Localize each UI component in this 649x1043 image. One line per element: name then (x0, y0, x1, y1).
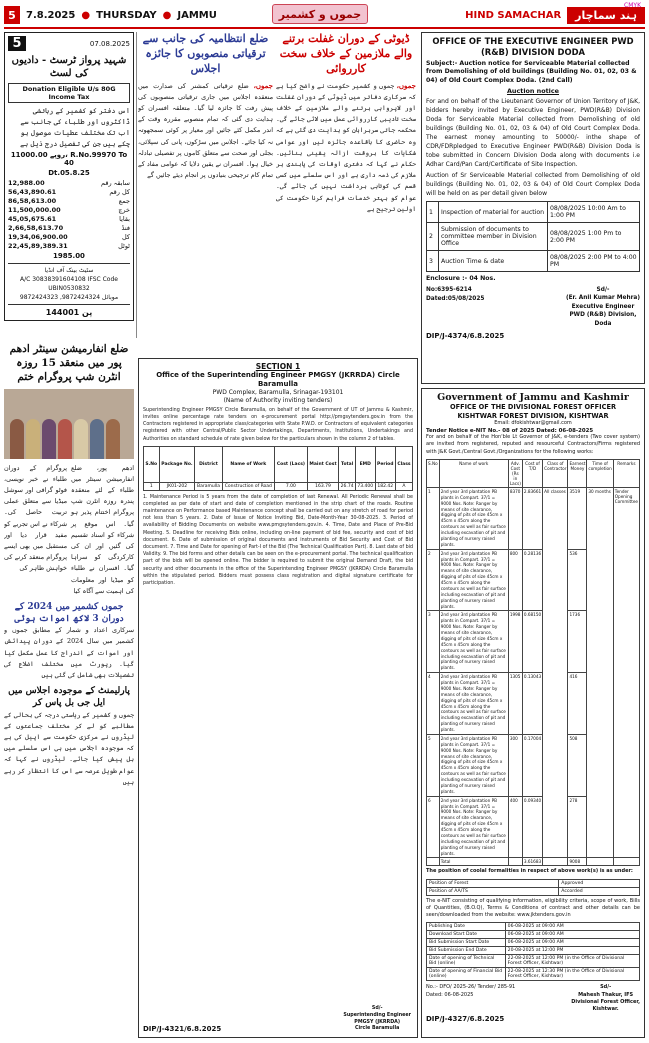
auction-dip-number: DIP/J-4374/6.8.2025 (426, 332, 505, 341)
table-row: Publishing Date 06-08-2025 at 09:00 AM (427, 923, 640, 931)
forest-dip-number: DIP/J-4327/6.8.2025 (426, 1015, 505, 1024)
issue-day: THURSDAY (96, 9, 157, 21)
forest-division: KISHTWAR FOREST DIVISION, KISHTWAR (457, 411, 609, 420)
figure-row: 19,34,06,900.00 کل (8, 233, 130, 242)
receipt-date: Dt.05.8.25 (48, 169, 90, 178)
tender-office: Office of the Superintending Engineer PMGSY (JKRRDA) Circle Baramulla (156, 371, 400, 389)
tender-table (143, 446, 413, 491)
forest-intro: For and on behalf of the Hon'ble Lt Governor of J&K, e-tenders (Two cover system) are invited from registered, reputed and resourceful Contractors/Firms registered with J&K Govt./Central Govt./Organizations for the following works: (426, 434, 640, 455)
separator-dot-icon: ● (162, 9, 172, 21)
masthead-logo: ہند سماچار (567, 7, 645, 24)
separator-dot-icon: ● (81, 9, 91, 21)
column-divider (136, 32, 137, 338)
table-row: 1 JK01-202 Baramulla Construction of Road 7.00 163.79 26.74 73.400 182.42 A (144, 482, 413, 490)
forest-office: OFFICE OF THE DIVISIONAL FOREST OFFICER (449, 403, 617, 411)
cmyk-mark: CMYK (624, 2, 641, 9)
story-1-body: جموں، جموں و کشمیر حکومت نے واضح کیا ہے کہ سرکاری دفاتر میں ڈیوٹی کے دوران غفلت اور لاپرواہی برتنے والے ملازمین کے خلاف سخت تادیبی کارروائی عمل میں لائی جائے گی۔ محکمہ جاتی سربراہان کو ہدایت دی گئی ہے کہ وہ حاضری کا باقاعدہ جائزہ لیں اور عوامی شکایات کا بروقت ازالہ یقینی بنائیں۔ حکام نے کہا کہ دفتری اوقات کی پابندی ہر ملازم کی ذمہ داری ہے اور اس سلسلے میں کسی قسم کی کوتاہی برداشت نہیں کی جائے گی۔ عوام کو بہتر خدمات فراہم کرنا حکومت کی اولین ترجیح ہے (276, 80, 416, 213)
donation-box (4, 32, 134, 321)
forest-signature-block (426, 984, 640, 1013)
table-header-row: S.No Package No. District Name of Work Cost (Lacs) Maint Cost Total EMD Period Class (144, 446, 413, 482)
bank-line: A/C 30838391604108 IFSC Code UBIN0530832 (20, 276, 118, 293)
table-row: 3 Auction Time & date 08/08/2025 2:00 PM to 4:00 PM (427, 251, 640, 272)
header-rule (4, 27, 645, 29)
receipt-line: 11000.00 روپے، R.No.99970 To 40 (10, 151, 128, 168)
bank-line: موبائل 9872424324, 9872424323 (19, 294, 119, 302)
page-number: 5 (4, 6, 20, 24)
internship-headline: ضلع انفارمیشن سینٹر ادھم پور میں منعقد 15 روزہ انٹرن شپ پروگرام ختم (9, 343, 129, 384)
tender-dip-number: DIP/J-4321/6.8.2025 (143, 1025, 222, 1033)
figure-row: 2,66,58,613.70 فنڈ (8, 224, 130, 233)
tax-deduction-note: Donation Eligible U/s 80G Income Tax (8, 83, 130, 103)
donation-title: شہید پرواز ٹرسٹ - دادیوں کی لسٹ (11, 55, 127, 79)
tender-subtitle: (Name of Authority inviting tenders) (223, 396, 333, 404)
forest-tender-no: Tender Notice e-NIT No.- 08 of 2025 Dated: 06-08-2025 (426, 428, 594, 435)
section-badge: جموں و کشمیر (272, 4, 368, 24)
donation-intro: اس دفتر کو کشمیر کے رہائشی ڈاکٹروں اور طلباء کی جانب سے اب تک مختلف عطیات موصول ہو چکے ہیں جن کی تفصیل درج ذیل ہے (20, 107, 130, 148)
table-row: 4 2nd year 3rd plantation PB plants in Compart. 37/1 = 9000 Nos. Note: Ranger by means of site clearance, digging of pits of size 45cm x 45cm x 45cm along the contours as well as fair surface including excavation of pit and planting of nursery raised plants. 1305 0.13043 416 (427, 673, 640, 735)
tender-intro: Superintending Engineer PMGSY Circle Baramulla, on behalf of the Government of UT of Jammu & Kashmir, invites online percentage rate tenders on e-procurement portal http://pmgsytenders.gov.in from the Contractors registered in appropriate class/categories with State P.W.D. or Contractors of equivalent categories registered with other Central/Public Sector Undertakings, Departments, Institutions, Undertakings and Authorities on standard schedule of rate given below for the particulars shown in the column 2 of tables. (143, 407, 413, 442)
table-row: 6 2nd year 3rd plantation PB plants in Compart. 37/1 = 9000 Nos. Note: Ranger by means of site clearance, digging of pits of size 45cm x 45cm x 45cm along the contours as well as fair surface including excavation of pit and planting of nursery raised plants. 400 0.09340 278 (427, 796, 640, 858)
year-figure: 1985.00 (53, 252, 85, 261)
bill-body: جموں و کشمیر کے ریاستی درجہ کی بحالی کے مطالبے کو لے کر مختلف جماعتوں کے لیڈروں نے مرکزی حکومت سے اپیل کی ہے کہ موجودہ اجلاس میں ہی اس سلسلے میں بل پیش کیا جائے۔ لیڈروں نے کہا کہ عوام طویل عرصہ سے اس کا انتظار کر رہے ہیں (4, 710, 134, 786)
table-row: Date of opening of Financial Bid (online) 22-08-2025 at 12:30 PM (in the Office of Divisional Forest Officer, Kishtwar) (427, 968, 640, 981)
donation-box-head (8, 36, 130, 51)
forest-body-2: The e-NIT consisting of qualifying information, eligibility criteria, scope of work, Bills of Quantities, (B.O.Q), Terms & Conditions of contract and other details can be seen/downloaded from the website: www.jktenders.gov.in (426, 897, 640, 919)
page-header (4, 4, 645, 26)
table-row: Position of Forest Approved (427, 879, 640, 887)
auction-subject: Subject:- Auction notice for Serviceable Material collected from Demolishing of old buildings (Building No. 01, 02, 03 & 04) of Old Court Complex Doda. (2nd Call) (426, 60, 637, 84)
auction-title: OFFICE OF THE EXECUTIVE ENGINEER PWD (R&B) DIVISION DODA (432, 36, 634, 57)
table-row: 5 2nd year 3rd plantation PB plants in Compart. 37/1 = 9000 Nos. Note: Ranger by means of site clearance, digging of pits of size 45cm x 45cm x 45cm along the contours as well as fair surface including excavation of pit and planting of nursery raised plants. 300 0.17004 508 (427, 734, 640, 796)
deaths-headline: جموں کشمیر میں 2024 کے دوران 3 لاکھ اموات ہوئی (14, 601, 124, 625)
story-1-headline: ڈیوٹی کے دوران غفلت برتنے والے ملازمین کے خلاف سخت کارروائی (279, 32, 413, 75)
table-row: Bid Submission Start Date 06-08-2025 at 09:00 AM (427, 939, 640, 947)
header-right (465, 4, 645, 26)
table-row: 3 2nd year 3rd plantation PB plants in Compart. 37/1 = 9000 Nos. Note: Ranger by means of site clearance, digging of pits of size 45cm x 45cm x 45cm along the contours as well as fair surface including excavation of pit and planting of nursery raised plants. 1998 0.68150 1736 (427, 611, 640, 673)
forest-tender-notice (421, 388, 645, 1038)
header-left (4, 4, 217, 26)
figure-row: 22,45,89,389.31 ٹوٹل (8, 242, 130, 251)
bank-line: سٹیٹ بینک آف انڈیا (44, 267, 94, 275)
forest-position-note: The position of coolal formalities in respect of above work(s) is as under: (426, 868, 633, 875)
donation-date: 07.08.2025 (89, 39, 130, 48)
table-row: Position of AA/TS Accorded (427, 887, 640, 895)
table-header-row: S.No Name of work Adv. Cost (Rs in Lacs) Cost of T/D Class of Contractor Earnest Money Time of completion Remarks (427, 459, 640, 487)
internship-body: پروگرام کے دوران طلباء نے خبر نویسی، فوٹو گرافی اور سوشل میڈیا سے متعلق عملی تربیت حاصل کی۔ شرکاء نے اس تجربے کو مفید قرار دیا اور مستقبل میں بھی ایسے پروگرام منعقد کرنے کی خواہش ظاہر کی ادھم پور، ضلع انفارمیشن سینٹر میں طلباء کے لئے منعقدہ پندرہ روزہ انٹرن شپ پروگرام اختتام پذیر ہو گیا۔ اس موقع پر شرکاء کو اسناد تقسیم کی گئیں اور ان کی کارکردگی کو سراہا گیا۔ افسران نے طلباء کو میڈیا اور معلومات کی اہمیت سے آگاہ کیا (4, 463, 134, 595)
forest-ref: No.:- DFO/ 2025-26/ Tender/ 285-91 Dated: 06-08-2025 (426, 984, 516, 998)
urdu-story-2 (138, 32, 273, 354)
figure-row: 12,988.00 سابقہ رقم (8, 179, 130, 188)
table-total-row: Total 3.61683 9008 (427, 858, 640, 866)
figure-row: 45,05,675.61 بقایا (8, 215, 130, 224)
forest-schedule-table (426, 922, 640, 981)
auction-signature-block (426, 286, 640, 328)
auction-notice-label: Auction notice (506, 87, 559, 96)
forest-gov: Government of Jammu and Kashmir (437, 392, 629, 403)
donation-figures (8, 179, 130, 250)
figure-row: 11,500,000.00 خرچ (8, 206, 130, 215)
table-row: 1 Inspection of material for auction 08/08/2025 10:00 Am to 1:00 PM (427, 202, 640, 223)
hind-samachar-label: HIND SAMACHAR (465, 9, 562, 21)
tender-address: PWD Complex, Baramulla, Srinagar-193101 (212, 389, 344, 397)
auction-ref: No:6395-6214 Dated:05/08/2025 (426, 287, 485, 302)
forest-signatory: Sd/- Mahesh Thakur, IFS Divisional Forest Officer, Kishtwar. (571, 984, 640, 1013)
forest-works-table (426, 459, 640, 867)
pin-code: پن 144001 (45, 308, 93, 318)
figure-row: 86,58,613.00 جمع (8, 197, 130, 206)
issue-date: 7.8.2025 (26, 9, 76, 21)
tender-body: 1. Maintenance Period is 5 years from the date of completion of last Renewal. All Periodic Renewal shall be completed as per date of start and date of completion mentioned in the strip chart of the roads. Routine maintenance on Performance based Maintenance concept shall be carried out on any stretch of road for period not less than 5 years. 2. Date of Issue of Notice Inviting Bid, Date-Month-Year 30-08-2025. 3. Period of availability of Bidding Documents on website www.pmgsytenders.gov.in. 4. Time, Date and Place of Pre-Bid Meeting. 5. Deadline for receiving Bids online, including on-line payment of bid fee, security and cost of bid document. 6. Date of submission of original documents and instruments of Bid Security and Cost of Bid document. 7. Time and Date for opening of Part-I of the Bid (The Technical Qualification Part). 8. Last date of bid Validity. 9. The bid forms and other details can be seen on the e-procurement portal. The technical qualification part of the bids will be opened online. The bidder is required to submit the original Demand Draft, the bid security and other documents in the office of the Superintending Engineer PMGSY (JKRRDA) Circle Baramulla within the stipulated period. Bidders must possess class registration and digital signature certificate for participation. (143, 494, 413, 586)
table-row: Bid Submission End Date 20-08-2025 at 12:00 PM (427, 947, 640, 955)
table-row: 1 2nd year 3rd plantation PB plants in Compart. 37/1 = 9000 Nos. Note: Ranger by means of site clearance, digging of pits of size 45cm x 45cm x 45cm along the contours as well as fair surface including excavation of pit and planting of nursery raised plants. 8370 2.83661 All classes 3519 30 months Tender Opening Committee (427, 487, 640, 549)
tender-section: SECTION 1 (255, 362, 301, 371)
table-row: Date of opening of Technical Bid (online) 22-08-2025 at 12:00 PM (in the Office of Divisional Forest Officer, Kishtwar) (427, 955, 640, 968)
auction-para-1: For and on behalf of the Lieutenant Governor of Union Territory of J&K, bidders hereby invited by Executive Engineer, PWD(R&B) Division Doda for Serviceable Material collected from Demolishing of old buildings (Building No. 01, 02, 03 & 04) of Old Court Complex Doda. The earnest money amounting to 50000/- inthe shape of CDR/FDRpledged to Executive Engineer PWD(R&B) Division Doda is tobe submitted in Concern Division Doda along with documents i.e Adhar Card/Pan Card/Certificate of Site Inspection. (426, 98, 640, 169)
table-row: 2 Submission of documents to committee member in Division Office 08/08/2025 1:00 Pm to 2:00 PM (427, 223, 640, 251)
group-photo (4, 389, 134, 459)
auction-notice (421, 32, 645, 384)
figure-row: 56,43,890.61 کل رقم (8, 188, 130, 197)
auction-para-2: Auction of Sr Serviceable Material collected from Demolishing of old buildings (Building No. 01, 02, 03 & 04) of Old Court Complex Doda will be held on as per detail given below (426, 172, 640, 198)
story-2-body: جموں، ضلع ترقیاتی کمشنر کی صدارت میں منعقدہ اجلاس میں جاری ترقیاتی منصوبوں کی پیش رفت کا جائزہ لیا گیا۔ متعلقہ افسران کو ہدایت دی گئی کہ تمام منصوبے مقررہ وقت کے اندر مکمل کئے جائیں اور معیار پر کوئی سمجھوتہ نہ کیا جائے۔ اجلاس میں سڑکوں، پانی کی سپلائی، بجلی اور صحت سے متعلق کاموں پر تفصیلی تبادلہ خیال ہوا۔ افسران نے یقین دلایا کہ عوامی مفاد کے تمام کام ترجیحی بنیادوں پر انجام دیئے جائیں گے (138, 80, 273, 180)
box-number: 5 (8, 36, 26, 51)
auction-enclosure: Enclosure :- 04 Nos. (426, 275, 496, 283)
auction-schedule-table (426, 201, 640, 272)
story-2-headline: ضلع انتظامیہ کی جانب سے ترقیاتی منصوبوں کا جائزہ اجلاس (142, 32, 269, 75)
table-row: 2 2nd year 3rd plantation PB plants in Compart. 37/1 = 9000 Nos. Note: Ranger by means of site clearance, digging of pits of size 45cm x 45cm x 45cm along the contours as well as fair surface including excavation of pit and planting of nursery raised plants. 800 0.28136 536 (427, 549, 640, 611)
bank-details (8, 263, 130, 305)
deaths-body: سرکاری اعداد و شمار کے مطابق جموں و کشمیر میں سال 2024 کے دوران پیدائش اور اموات کے اندراج کا عمل مکمل کیا گیا۔ رپورٹ میں مختلف اضلاع کی تفصیلات بھی شامل کی گئی ہیں (4, 626, 134, 680)
bill-headline: پارلیمنٹ کے موجودہ اجلاس میں ایل جی بل پاس کر (8, 686, 130, 709)
urdu-story-1 (276, 32, 416, 354)
auction-signatory: Sd/- (Er. Anil Kumar Mehra) Executive Engineer PWD (R&B) Division, Doda (565, 287, 640, 327)
pmgsy-tender-notice (138, 358, 418, 1038)
table-row: Download Start Date 06-08-2025 at 09:00 AM (427, 931, 640, 939)
issue-city: JAMMU (177, 9, 217, 21)
internship-story (4, 342, 134, 1038)
forest-contact: Email: dfokishtwar@gmail.com (494, 420, 572, 427)
tender-signatory: Sd/- Superintending Engineer PMGSY (JKRRDA) Circle Baramulla (343, 1006, 411, 1032)
forest-position-table (426, 879, 640, 896)
